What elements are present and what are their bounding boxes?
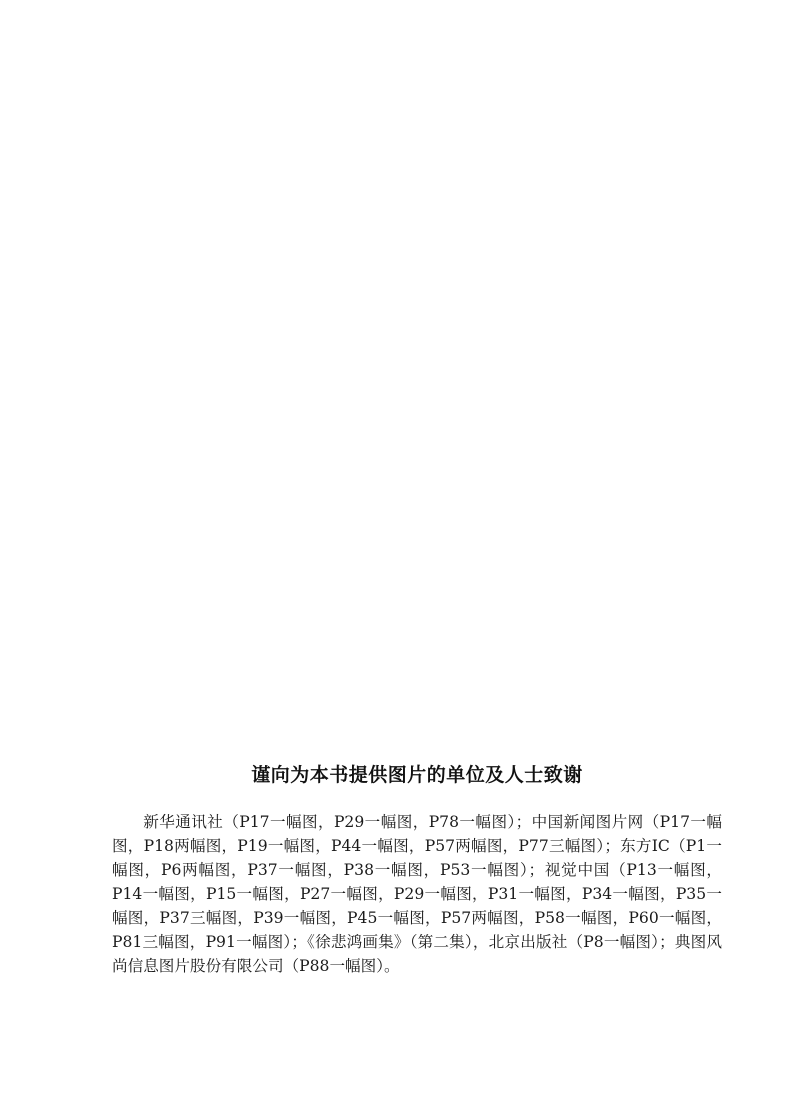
- acknowledgement-title: 谨向为本书提供图片的单位及人士致谢: [251, 764, 583, 786]
- acknowledgement-section: [112, 762, 722, 978]
- acknowledgement-body: 新华通讯社（P17一幅图，P29一幅图，P78一幅图）；中国新闻图片网（P17一幅图，P18两幅图，P19一幅图，P44一幅图，P57两幅图，P77三幅图）；东方IC（P1一幅图，P6两幅图，P37一幅图，P38一幅图，P53一幅图）；视觉中国（P13一幅图，P14一幅图，P15一幅图，P27一幅图，P29一幅图，P31一幅图，P34一幅图，P35一幅图，P37三幅图，P39一幅图，P45一幅图，P57两幅图，P58一幅图，P60一幅图，P81三幅图，P91一幅图）；《徐悲鸿画集》（第二集），北京出版社（P8一幅图）；典图风尚信息图片股份有限公司（P88一幅图）。: [112, 813, 722, 975]
